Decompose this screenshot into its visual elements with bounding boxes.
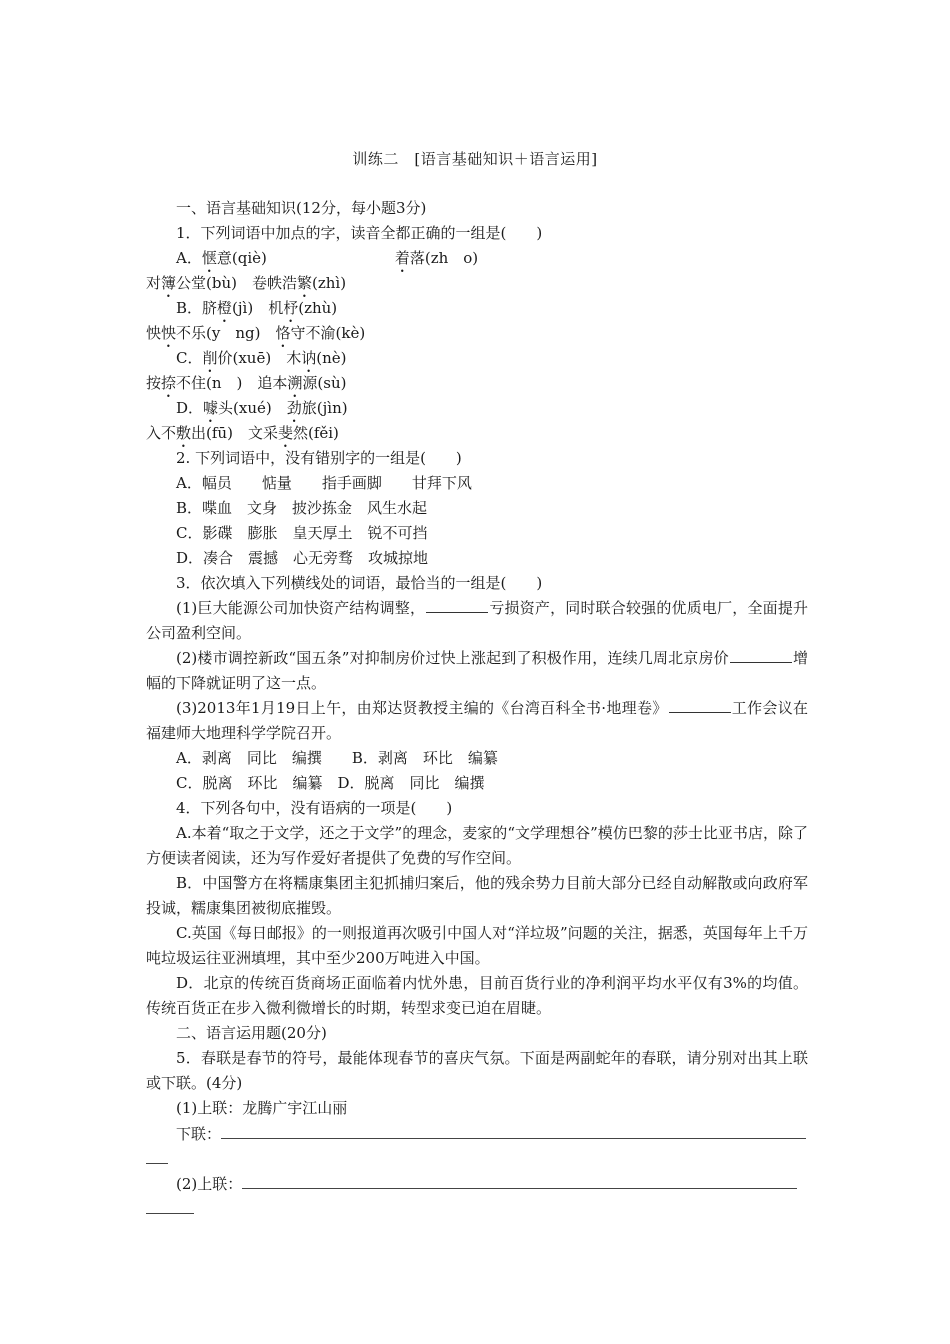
q5-couplet-1-upper: (1)上联：龙腾广宇江山丽 [176,1099,348,1117]
q5-couplet-2-answer-tail [146,1196,808,1221]
answer-line-2-tail[interactable] [146,1196,194,1214]
q1-option-c-line2: 按捺不住(n ) 追本溯源(sù) [146,374,347,392]
q3-sentence-2: (2)楼市调控新政“国五条”对抑制房价过快上涨起到了积极作用，连续几周北京房价 增幅的下降就证明了这一点。 [146,649,808,692]
q1-option-a-line1: A．惬意(qiè) 着落(zh o) [176,249,479,267]
q2-option-c: C．影碟 膨胀 皇天厚土 锐不可挡 [176,524,428,542]
q1-option-d-line1: D．噱头(xué) 劲旅(jìn) [176,399,348,417]
section-heading-2: 二、语言运用题(20分) [176,1024,327,1042]
q3-options-ab: A．剥离 同比 编撰 B．剥离 环比 编纂 [176,749,498,767]
q2-option-d: D．凑合 震撼 心无旁骛 攻城掠地 [176,549,429,567]
q1-option-b-line1: B．脐橙(jì) 机杼(zhù) [176,299,338,317]
answer-label-upper: (2)上联： [176,1175,243,1193]
document-body [146,196,808,1221]
section-heading-1: 一、语言基础知识(12分，每小题3分) [176,199,427,217]
q4-option-a: A.本着“取之于文学，还之于文学”的理念，麦家的“文学理想谷”模仿巴黎的莎士比亚书店，除了方便读者阅读，还为写作爱好者提供了免费的写作空间。 [146,824,808,867]
answer-line-1[interactable] [221,1121,806,1139]
q3-options-cd: C．脱离 环比 编纂 D．脱离 同比 编撰 [176,774,485,792]
question-3-stem: 3．依次填入下列横线处的词语，最恰当的一组是( ) [176,574,543,592]
answer-blank-2[interactable] [730,647,792,663]
answer-line-2[interactable] [242,1171,797,1189]
answer-line-1-tail[interactable] [146,1146,168,1164]
question-5-stem: 5．春联是春节的符号，最能体现春节的喜庆气氛。下面是两副蛇年的春联，请分别对出其上联或下联。(4分) [146,1049,808,1092]
q2-option-a: A．幅员 惦量 指手画脚 甘拜下风 [176,474,472,492]
q1-option-c-line1: C．削价(xuē) 木讷(nè) [176,349,347,367]
q1-option-a-line2: 对簿公堂(bù) 卷帙浩繁(zhì) [146,274,347,292]
q5-couplet-2-row [146,1171,808,1196]
q2-option-b: B．喋血 文身 披沙拣金 风生水起 [176,499,428,517]
page-title: 训练二 [语言基础知识＋语言运用] [352,150,598,168]
q3-sentence-1: (1)巨大能源公司加快资产结构调整， 亏损资产，同时联合较强的优质电厂，全面提升公司盈利空间。 [146,599,808,642]
answer-blank-1[interactable] [426,597,488,613]
q4-option-c: C.英国《每日邮报》的一则报道再次吸引中国人对“洋垃圾”问题的关注，据悉，英国每年上千万吨垃圾运往亚洲填埋，其中至少200万吨进入中国。 [146,924,808,967]
q4-option-b: B．中国警方在将糯康集团主犯抓捕归案后，他的残余势力目前大部分已经自动解散或向政府军投诚，糯康集团被彻底摧毁。 [146,874,808,917]
question-4-stem: 4．下列各句中，没有语病的一项是( ) [176,799,453,817]
q1-option-d-line2: 入不敷出(fū) 文采斐然(fěi) [146,424,339,442]
question-2-stem: 2. 下列词语中，没有错别字的一组是( ) [176,449,462,467]
q3-sentence-3: (3)2013年1月19日上午，由郑达贤教授主编的《台湾百科全书·地理卷》 工作会议在福建师大地理科学学院召开。 [146,699,808,742]
answer-blank-3[interactable] [669,697,731,713]
q4-option-d: D．北京的传统百货商场正面临着内忧外患，目前百货行业的净利润平均水平仅有3%的均值。传统百货正在步入微利微增长的时期，转型求变已迫在眉睫。 [146,974,808,1017]
answer-label-lower: 下联： [176,1125,222,1143]
question-1-stem: 1．下列词语中加点的字，读音全都正确的一组是( ) [176,224,543,242]
q5-couplet-1-answer-tail [146,1146,808,1171]
q1-option-b-line2: 怏怏不乐(y ng) 恪守不渝(kè) [146,324,366,342]
q5-couplet-1-answer-row [146,1121,808,1146]
